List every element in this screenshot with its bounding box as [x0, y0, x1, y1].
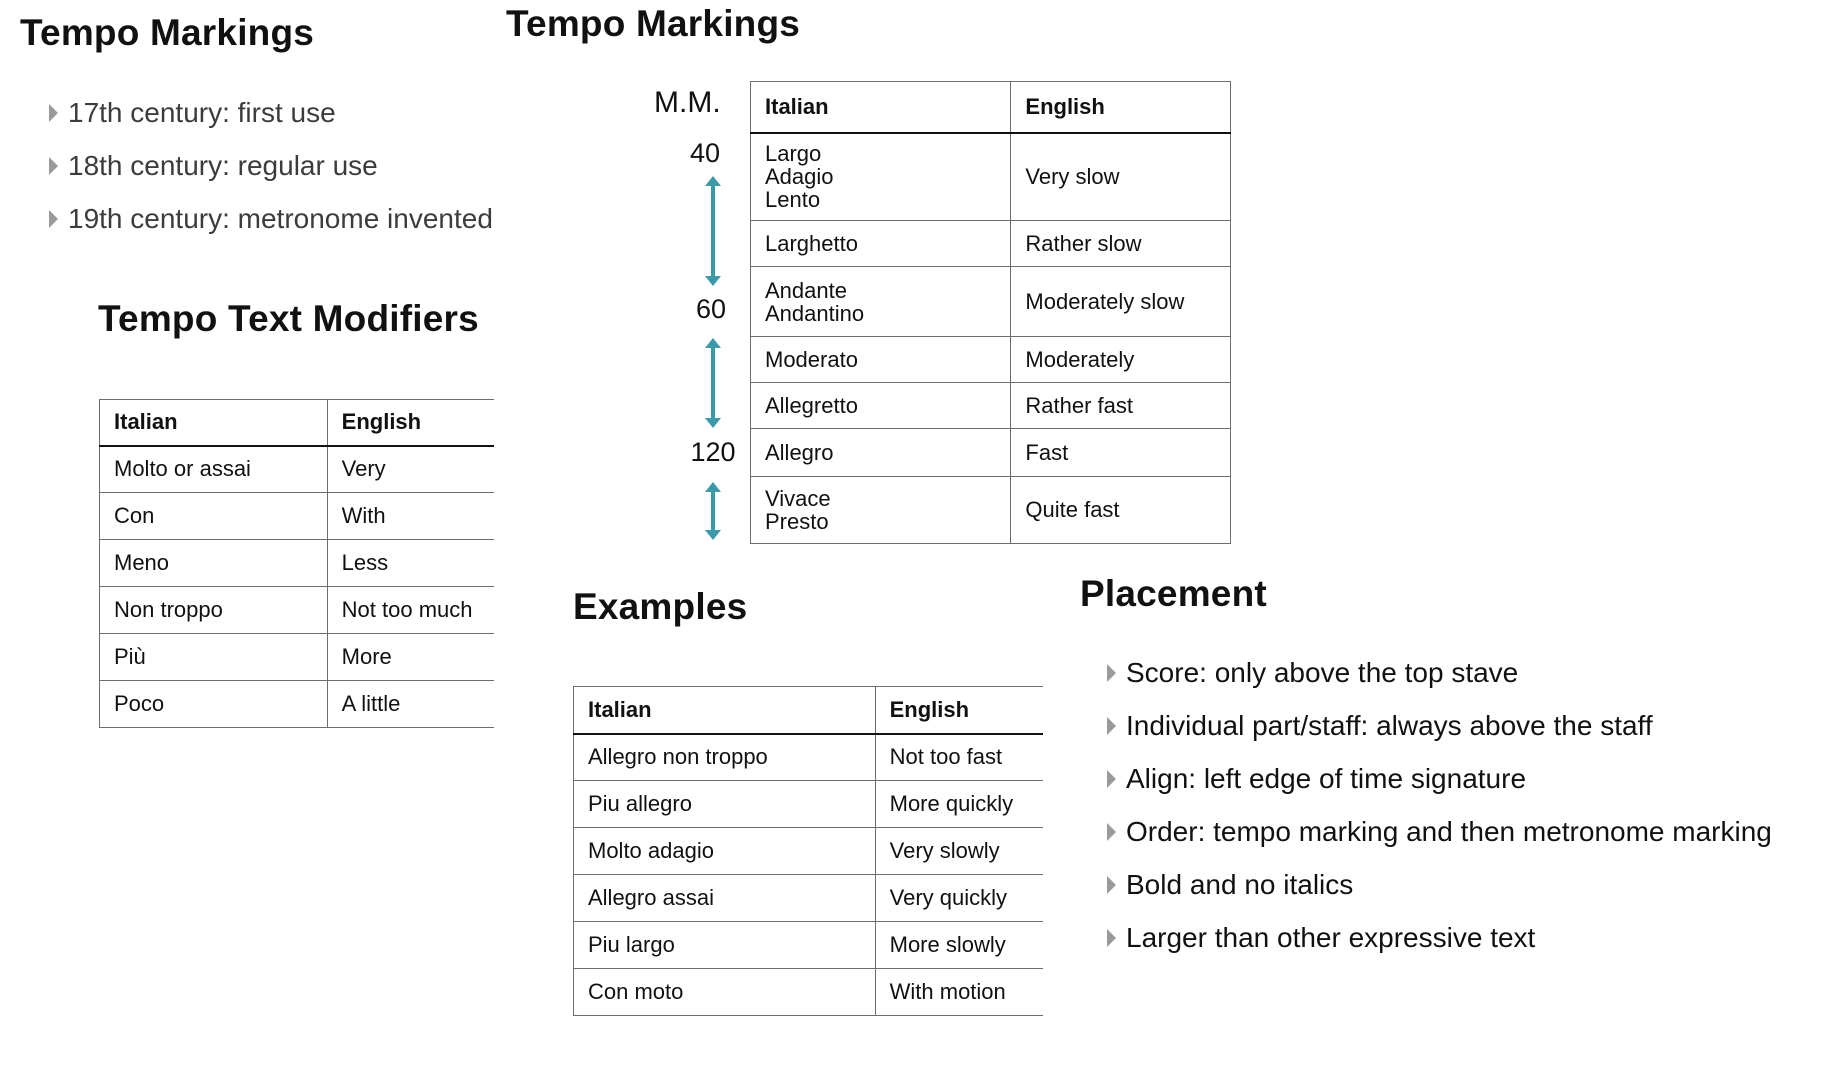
markings-header-row: [751, 82, 1231, 133]
placement-bullet-list: [1104, 646, 1772, 964]
markings-title: Tempo Markings: [506, 3, 801, 44]
table-row: [574, 781, 1044, 828]
placement-bullet: [1104, 911, 1772, 964]
table-row: [751, 429, 1231, 477]
modifiers-header-row: [100, 400, 495, 446]
table-row: [751, 337, 1231, 383]
examples-table: [573, 686, 1043, 1016]
markings-header-italian: Italian: [751, 82, 1011, 133]
left-bullet: [46, 139, 493, 192]
examples-title: Examples: [573, 586, 748, 627]
marking-english: Very slow: [1011, 133, 1231, 221]
table-row: [100, 540, 495, 587]
modifier-italian: Molto or assai: [100, 446, 328, 493]
table-row: [574, 969, 1044, 1016]
table-row: [100, 446, 495, 493]
marking-italian: [751, 383, 1011, 429]
table-row: [100, 587, 495, 634]
placement-bullet-text: Align: left edge of time signature: [1126, 763, 1527, 794]
modifier-italian: Non troppo: [100, 587, 328, 634]
modifiers-header-english: English: [327, 400, 494, 446]
bullet-triangle-icon: [1107, 770, 1116, 788]
placement-bullet-text: Individual part/staff: always above the staff: [1126, 710, 1653, 741]
table-row: [574, 734, 1044, 781]
modifier-italian: Poco: [100, 681, 328, 728]
marking-italian: [751, 133, 1011, 221]
table-row: [751, 133, 1231, 221]
marking-italian: [751, 337, 1011, 383]
examples-header-row: [574, 687, 1044, 734]
examples-header-italian: Italian: [574, 687, 876, 734]
markings-header-english: English: [1011, 82, 1231, 133]
example-italian: Piu allegro: [574, 781, 876, 828]
example-english: Very slowly: [875, 828, 1043, 875]
tempo-range-arrow-icon: [703, 338, 723, 428]
left-bullet-text: 17th century: first use: [68, 97, 336, 128]
placement-title: Placement: [1080, 573, 1267, 614]
left-title: Tempo Markings: [20, 12, 315, 53]
bullet-triangle-icon: [1107, 717, 1116, 735]
bullet-triangle-icon: [1107, 823, 1116, 841]
table-row: [100, 681, 495, 728]
mm-value-60: 60: [695, 294, 727, 324]
table-row: [574, 922, 1044, 969]
placement-bullet-text: Order: tempo marking and then metronome marking: [1126, 816, 1772, 847]
example-italian: Allegro non troppo: [574, 734, 876, 781]
marking-italian: [751, 477, 1011, 544]
placement-bullet-text: Bold and no italics: [1126, 869, 1354, 900]
mm-value-120: 120: [690, 437, 736, 467]
marking-term: Andantino: [765, 300, 865, 326]
marking-term: Adagio: [765, 164, 834, 190]
table-row: [751, 221, 1231, 267]
bullet-triangle-icon: [49, 157, 58, 175]
marking-english: Fast: [1011, 429, 1231, 477]
marking-term: Vivace: [765, 486, 831, 511]
modifiers-header-italian: Italian: [100, 400, 328, 446]
modifier-english: Very: [327, 446, 494, 493]
example-italian: Allegro assai: [574, 875, 876, 922]
example-english: More quickly: [875, 781, 1043, 828]
placement-bullet: [1104, 805, 1772, 858]
bullet-triangle-icon: [1107, 876, 1116, 894]
table-row: [751, 477, 1231, 544]
table-row: [751, 267, 1231, 337]
example-english: Not too fast: [875, 734, 1043, 781]
modifier-english: Not too much: [327, 587, 494, 634]
tempo-range-arrow-icon: [703, 176, 723, 286]
marking-italian: [751, 267, 1011, 337]
example-italian: Con moto: [574, 969, 876, 1016]
table-row: [100, 493, 495, 540]
modifier-english: A little: [327, 681, 494, 728]
marking-term: Allegro: [765, 439, 834, 465]
placement-bullet: [1104, 752, 1772, 805]
table-row: [574, 875, 1044, 922]
bullet-triangle-icon: [49, 210, 58, 228]
placement-bullet: [1104, 858, 1772, 911]
placement-bullet-text: Score: only above the top stave: [1126, 657, 1519, 688]
left-bullet: [46, 192, 493, 245]
tempo-range-arrow-icon: [703, 482, 723, 540]
bullet-triangle-icon: [1107, 664, 1116, 682]
placement-bullet: [1104, 646, 1772, 699]
modifiers-table: [99, 399, 494, 728]
left-bullet-list: [46, 86, 493, 245]
placement-bullet-text: Larger than other expressive text: [1126, 922, 1536, 953]
modifier-english: More: [327, 634, 494, 681]
examples-header-english: English: [875, 687, 1043, 734]
marking-term: Larghetto: [765, 230, 858, 256]
modifier-english: Less: [327, 540, 494, 587]
marking-term: Lento: [765, 187, 821, 213]
table-row: [574, 828, 1044, 875]
table-row: [100, 634, 495, 681]
modifier-italian: Meno: [100, 540, 328, 587]
marking-italian: [751, 429, 1011, 477]
modifier-italian: Con: [100, 493, 328, 540]
example-italian: Molto adagio: [574, 828, 876, 875]
example-english: More slowly: [875, 922, 1043, 969]
marking-english: Quite fast: [1011, 477, 1231, 544]
marking-english: Moderately slow: [1011, 267, 1231, 337]
left-bullet: [46, 86, 493, 139]
bullet-triangle-icon: [49, 104, 58, 122]
marking-term: Presto: [765, 509, 829, 534]
example-english: With motion: [875, 969, 1043, 1016]
example-english: Very quickly: [875, 875, 1043, 922]
modifier-english: With: [327, 493, 494, 540]
table-row: [751, 383, 1231, 429]
marking-term: Allegretto: [765, 392, 858, 418]
markings-table: [750, 81, 1231, 544]
marking-term: Moderato: [765, 346, 858, 372]
marking-term: Andante: [765, 277, 847, 303]
left-bullet-text: 19th century: metronome invented: [68, 203, 493, 234]
example-italian: Piu largo: [574, 922, 876, 969]
modifier-italian: Più: [100, 634, 328, 681]
marking-italian: [751, 221, 1011, 267]
marking-english: Moderately: [1011, 337, 1231, 383]
left-bullet-text: 18th century: regular use: [68, 150, 378, 181]
mm-label: M.M.: [654, 86, 721, 119]
placement-bullet: [1104, 699, 1772, 752]
marking-english: Rather fast: [1011, 383, 1231, 429]
marking-term: Largo: [765, 141, 822, 167]
bullet-triangle-icon: [1107, 929, 1116, 947]
marking-english: Rather slow: [1011, 221, 1231, 267]
modifiers-title: Tempo Text Modifiers: [98, 298, 479, 339]
mm-value-40: 40: [689, 138, 721, 168]
